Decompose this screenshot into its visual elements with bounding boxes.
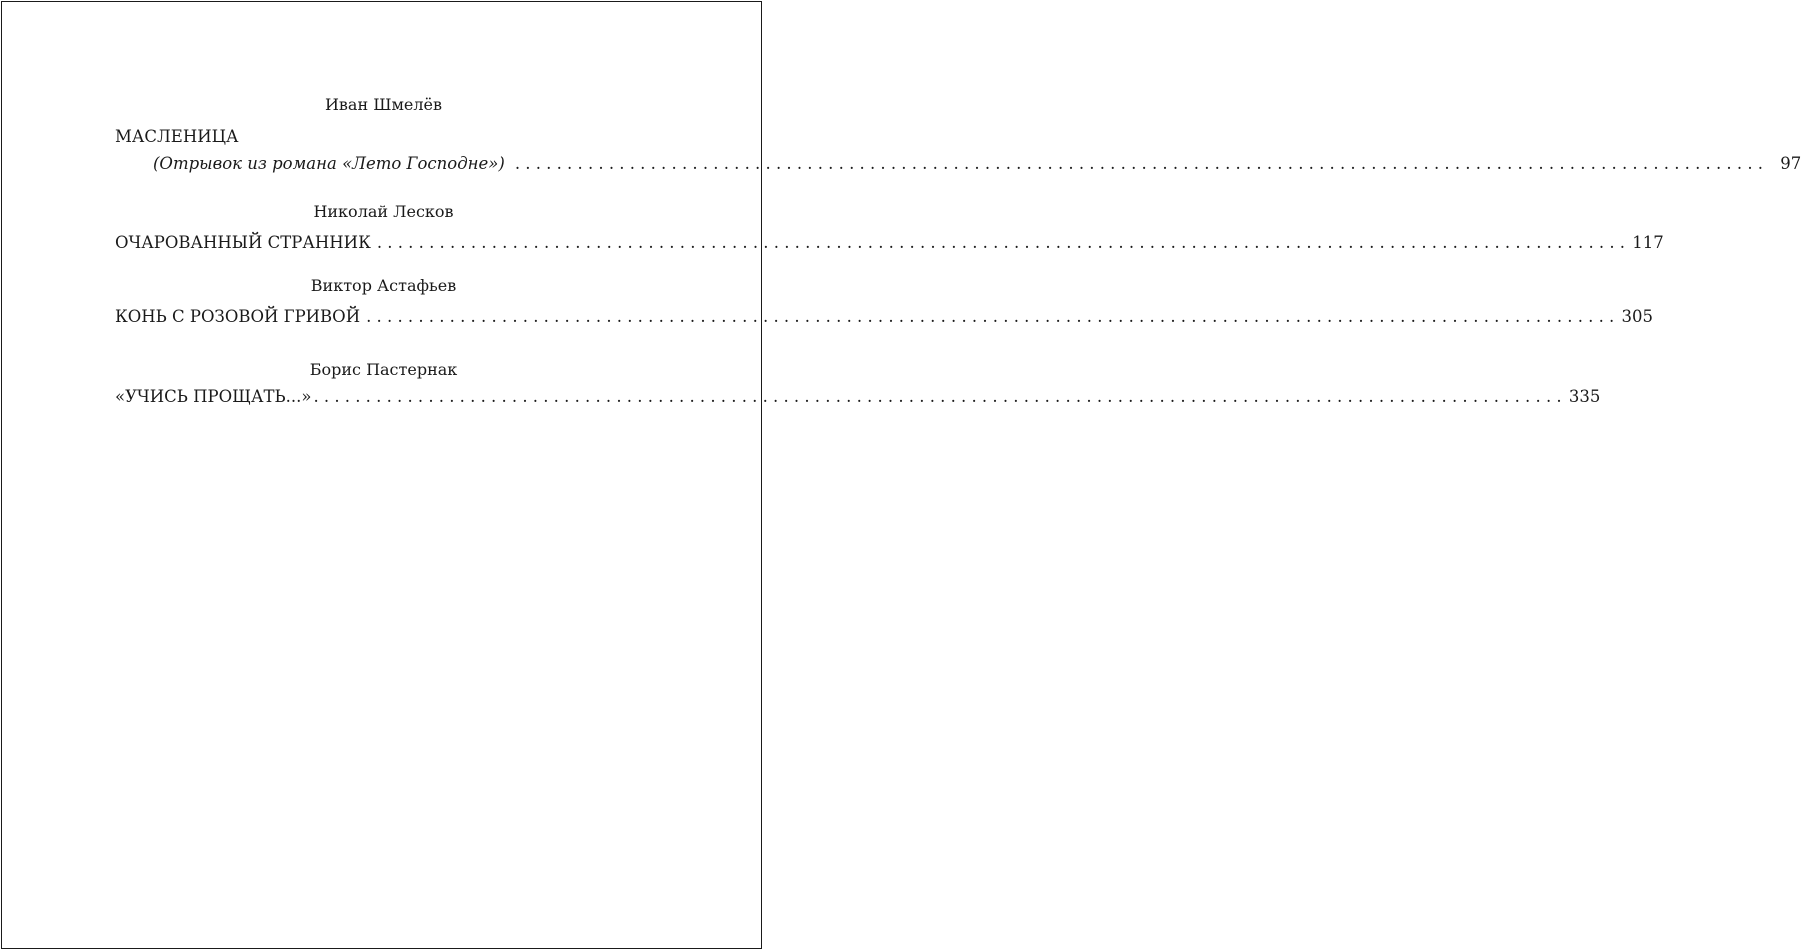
toc-title-maslenitsa: МАСЛЕНИЦА <box>115 127 239 146</box>
page-number: 117 <box>1632 233 1664 252</box>
author-astafiev: Виктор Астафьев <box>310 276 457 295</box>
toc-entry-maslenitsa[interactable] <box>153 153 1801 175</box>
page-number: 97 <box>1780 154 1801 173</box>
toc-title: ОЧАРОВАННЫЙ СТРАННИК <box>115 233 371 252</box>
author-shmelev: Иван Шмелёв <box>324 95 443 114</box>
toc-title: КОНЬ С РОЗОВОЙ ГРИВОЙ <box>115 307 361 326</box>
author-pasternak: Борис Пастернак <box>309 360 458 379</box>
dot-leader: ........................................................................................................................ <box>366 307 1620 326</box>
page-number: 335 <box>1568 387 1601 406</box>
page <box>1 1 1801 949</box>
toc-entry-kon-s-rozovoi-grivoi[interactable] <box>115 306 1653 328</box>
dot-leader: ........................................................................................................................ <box>514 154 1769 173</box>
author-leskov: Николай Лесков <box>313 202 454 221</box>
toc-entry-ocharovannyi-strannik[interactable] <box>115 232 1664 254</box>
page-number: 305 <box>1621 307 1653 326</box>
toc-subtitle: (Отрывок из романа «Лето Господне») <box>153 154 505 173</box>
toc-title: «УЧИСЬ ПРОЩАТЬ...» <box>115 387 312 406</box>
dot-leader: ........................................................................................................................ <box>313 387 1567 406</box>
dot-leader: ........................................................................................................................ <box>376 233 1631 252</box>
toc-entry-uchis-proshchat[interactable] <box>115 386 1601 408</box>
